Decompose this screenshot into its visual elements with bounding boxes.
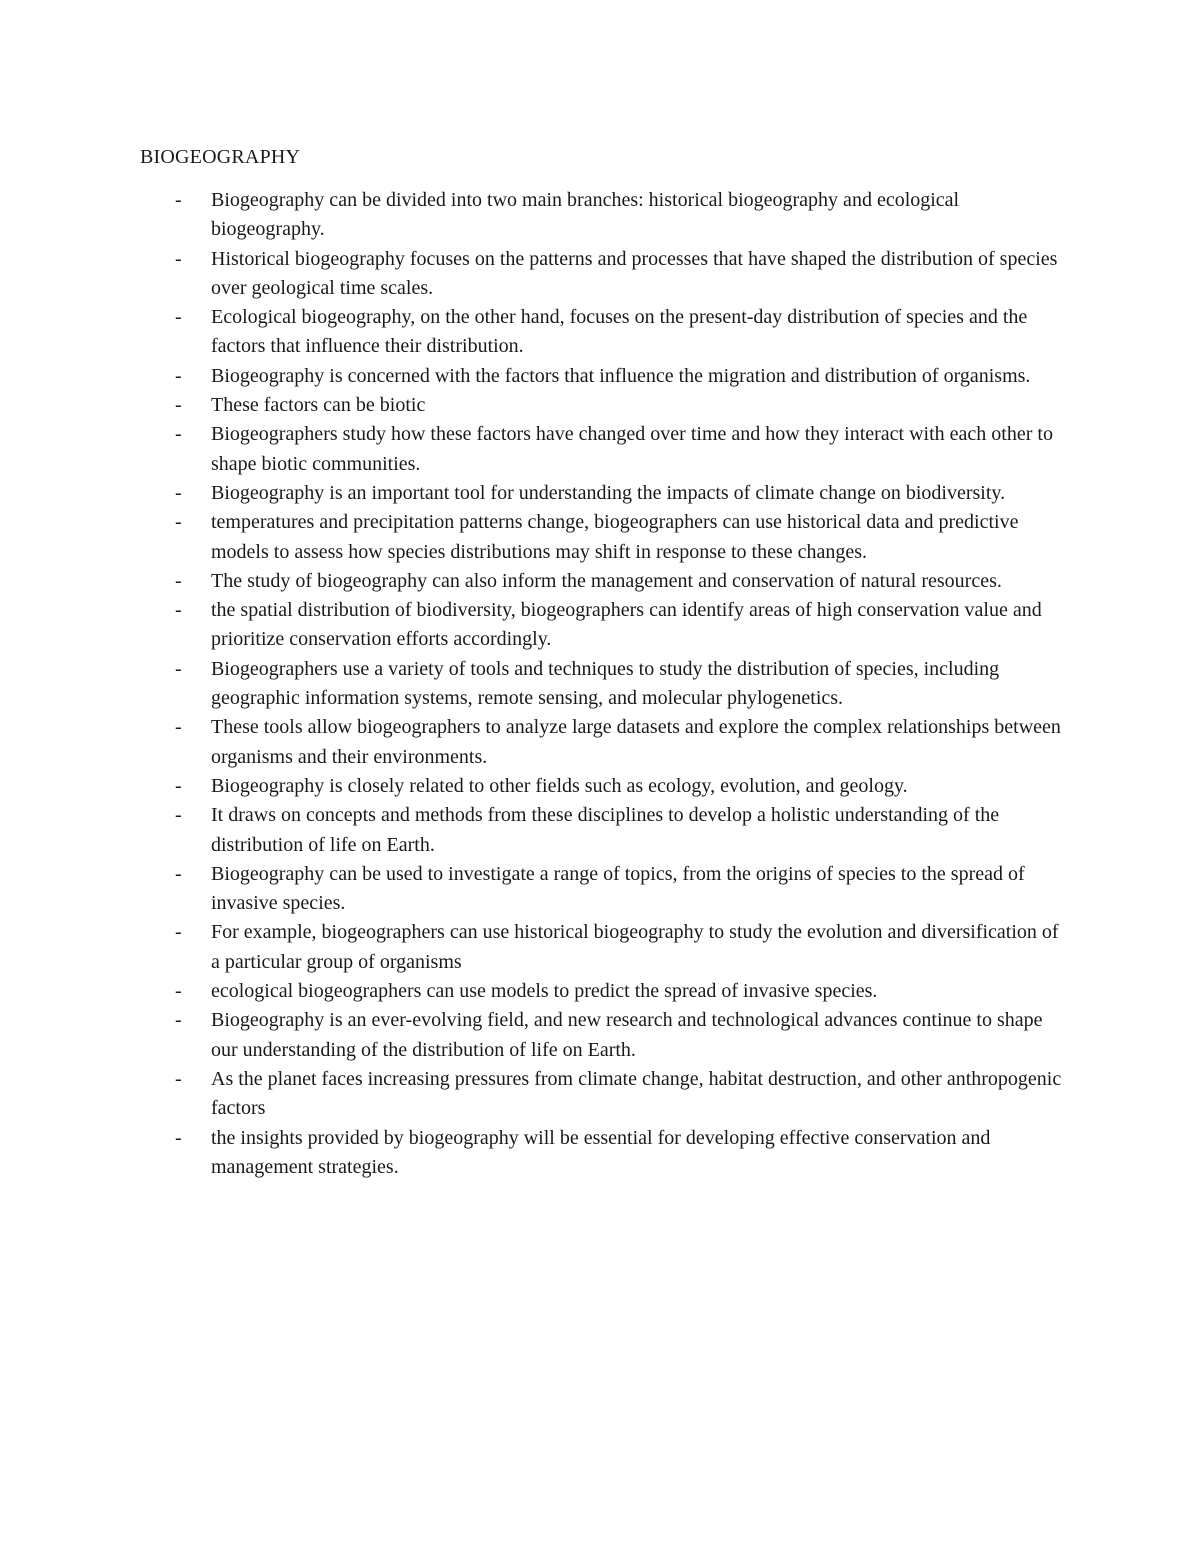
list-item-text: Biogeography can be divided into two main branches: historical biogeography and ecological biogeography. [211, 189, 960, 241]
list-item-text: As the planet faces increasing pressures from climate change, habitat destruction, and other anthropogenic factors [211, 1067, 1062, 1120]
list-item [172, 1065, 1072, 1124]
bullet-list [172, 186, 1072, 1182]
bullet-marker: - [175, 569, 182, 592]
bullet-marker: - [175, 394, 182, 417]
list-item-text: the spatial distribution of biodiversity, biogeographers can identify areas of high conservation value and prioritize conservation efforts accordingly. [211, 599, 1042, 651]
bullet-marker: - [175, 774, 182, 797]
bullet-marker: - [175, 804, 182, 827]
bullet-marker: - [175, 921, 182, 944]
bullet-marker: - [175, 364, 182, 387]
list-item [172, 977, 1072, 1006]
list-item-text: Biogeography is an ever-evolving field, and new research and technological advances continue to shape our understanding of the distribution of life on Earth. [211, 1009, 1043, 1061]
list-item [172, 479, 1072, 508]
list-item [172, 508, 1072, 567]
list-item-text: the insights provided by biogeography will be essential for developing effective conservation and management strategies. [211, 1126, 991, 1178]
bullet-marker: - [175, 481, 182, 504]
bullet-marker: - [175, 189, 182, 211]
list-item [172, 186, 1072, 245]
list-item-text: The study of biogeography can also inform the management and conservation of natural resources. [211, 569, 1002, 592]
bullet-marker: - [175, 1126, 182, 1149]
list-item [172, 1124, 1072, 1183]
bullet-marker: - [175, 1009, 182, 1032]
bullet-marker: - [175, 247, 182, 270]
list-item-text: Historical biogeography focuses on the patterns and processes that have shaped the distribution of species over geological time scales. [211, 247, 1058, 299]
bullet-marker: - [175, 1067, 182, 1090]
bullet-marker: - [175, 716, 182, 739]
bullet-marker: - [175, 511, 182, 534]
list-item-text: Biogeography is closely related to other fields such as ecology, evolution, and geology. [211, 774, 908, 797]
list-item-text: temperatures and precipitation patterns change, biogeographers can use historical data and predictive models to assess how species distributions may shift in response to these changes. [211, 511, 1019, 563]
list-item [172, 567, 1072, 596]
list-item-text: Biogeography can be used to investigate a range of topics, from the origins of species to the spread of invasive species. [211, 862, 1025, 915]
list-item [172, 801, 1072, 860]
list-item-text: These factors can be biotic [211, 394, 426, 417]
list-item [172, 420, 1072, 479]
list-item-text: These tools allow biogeographers to analyze large datasets and explore the complex relationships between organisms and their environments. [211, 716, 1061, 768]
list-item-text: For example, biogeographers can use historical biogeography to study the evolution and diversification of a particular group of organisms [211, 921, 1059, 973]
list-item [172, 713, 1072, 772]
bullet-marker: - [175, 657, 182, 680]
bullet-marker: - [175, 306, 182, 329]
bullet-marker: - [175, 862, 182, 885]
list-item [172, 1006, 1072, 1065]
list-item [172, 918, 1072, 977]
list-item [172, 596, 1072, 655]
list-item-text: Biogeography is concerned with the factors that influence the migration and distribution of organisms. [211, 364, 1031, 387]
list-item [172, 860, 1072, 919]
list-item-text: It draws on concepts and methods from these disciplines to develop a holistic understanding of the distribution of life on Earth. [211, 804, 1000, 856]
list-item-text: Biogeographers use a variety of tools and techniques to study the distribution of species, including geographic information systems, remote sensing, and molecular phylogenetics. [211, 657, 1000, 710]
bullet-marker: - [175, 423, 182, 446]
list-item-text: Ecological biogeography, on the other hand, focuses on the present-day distribution of species and the factors that influence their distribution. [211, 306, 1028, 358]
bullet-marker: - [175, 980, 182, 1003]
list-item-text: Biogeographers study how these factors have changed over time and how they interact with each other to shape biotic communities. [211, 423, 1053, 475]
list-item-text: ecological biogeographers can use models to predict the spread of invasive species. [211, 980, 878, 1003]
list-item [172, 303, 1072, 362]
list-item-text: Biogeography is an important tool for understanding the impacts of climate change on biodiversity. [211, 481, 1006, 504]
list-item [172, 391, 1072, 420]
list-item [172, 245, 1072, 304]
document-title: BIOGEOGRAPHY [140, 146, 301, 168]
list-item [172, 655, 1072, 714]
list-item [172, 772, 1072, 801]
list-item [172, 362, 1072, 391]
bullet-marker: - [175, 599, 182, 622]
